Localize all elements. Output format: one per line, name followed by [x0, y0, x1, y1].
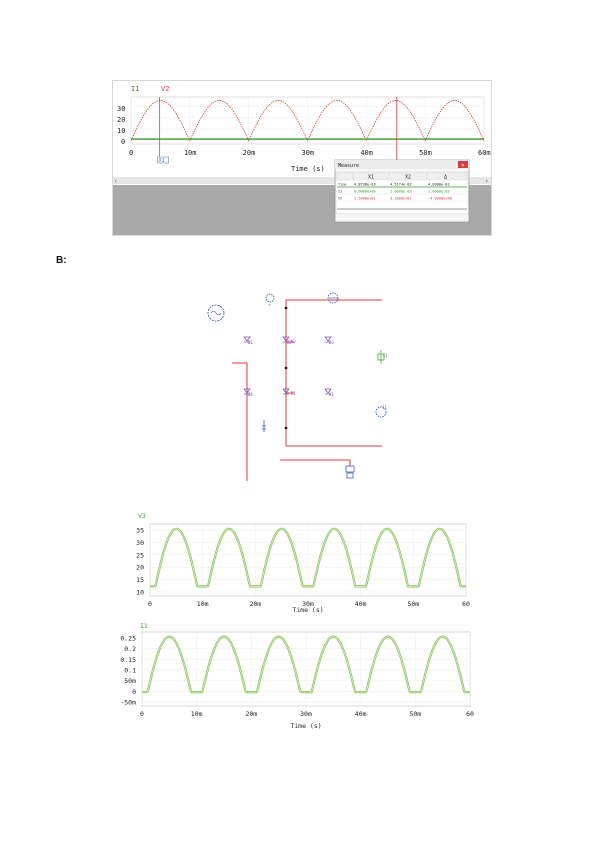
measure-title: Measure: [338, 163, 360, 169]
component-label: D2: [287, 340, 292, 345]
ytick: 20: [117, 116, 126, 124]
sine-glyph: [211, 311, 221, 315]
circuit-schematic: [190, 288, 400, 484]
x-axis-label: Time (s): [292, 606, 324, 614]
xtick: 10m: [183, 149, 197, 157]
scroll-right-icon: ›: [485, 178, 489, 185]
section-b-label: B:: [56, 255, 67, 266]
component-label: V1: [329, 392, 334, 397]
ytick: 0.25: [120, 634, 136, 643]
component-label: I1: [382, 405, 387, 410]
close-icon: ×: [461, 162, 465, 169]
ytick: 20: [136, 563, 144, 572]
ytick: 50m: [124, 677, 136, 686]
xtick: 40m: [354, 710, 367, 718]
xtick: 20m: [249, 600, 262, 608]
xtick: 0: [140, 710, 144, 718]
ytick: 0.1: [124, 666, 136, 675]
panel-a-screenshot: [112, 80, 492, 236]
measure-cell: 0.0000e+00: [354, 189, 376, 194]
cursor-x1-tag: X1: [158, 158, 165, 164]
legend-v2: V2: [161, 85, 170, 93]
measure-cell: V2: [338, 196, 343, 201]
load-icon[interactable]: [346, 466, 354, 478]
xtick: 10m: [196, 600, 209, 608]
ytick: 15: [136, 576, 144, 585]
component-label: D1: [248, 340, 253, 345]
chart-title: V3: [138, 512, 146, 520]
voltmeter-icon[interactable]: [266, 294, 274, 302]
xtick: 50m: [419, 149, 432, 157]
ytick: -50m: [120, 698, 136, 707]
xtick: 60: [466, 710, 474, 718]
xtick: 30m: [301, 149, 315, 157]
measure-cell: 3.5000e+01: [354, 196, 376, 201]
ytick: 0: [132, 687, 136, 696]
measure-header: X2: [405, 174, 412, 181]
ytick: 30: [136, 538, 144, 547]
xtick: 50m: [409, 710, 422, 718]
measure-cell: 2.0000e-03: [390, 189, 412, 194]
ytick: 30: [117, 105, 126, 113]
xtick: 0: [129, 149, 134, 157]
ytick: 0: [121, 138, 126, 146]
measure-cell: 4.0300e-02: [428, 182, 450, 187]
chart-i1: [118, 620, 474, 734]
xtick: 60m: [478, 149, 491, 157]
measure-header: Δ: [444, 174, 448, 181]
ytick: 10: [117, 127, 126, 135]
xtick: 10m: [190, 710, 203, 718]
measure-dialog[interactable]: [335, 160, 469, 222]
x-axis-label: Time (s): [290, 722, 322, 730]
ytick: 0.2: [124, 645, 136, 654]
measure-cell: Time: [338, 182, 347, 187]
xtick: 30m: [302, 600, 314, 608]
ytick: 25: [136, 551, 144, 560]
ytick: 0.15: [120, 655, 136, 664]
component-label: C1: [383, 353, 388, 358]
component-label: -: [348, 460, 351, 465]
measure-cell: -4.0000e+00: [428, 196, 452, 201]
legend-i1: I1: [131, 85, 140, 93]
ytick: 35: [136, 526, 144, 535]
component-label: R1: [291, 391, 296, 396]
measure-cell: I1: [338, 189, 343, 194]
measure-cell: 1.0000e-03: [428, 189, 450, 194]
ytick: 10: [136, 588, 144, 597]
chart-v3: [122, 510, 474, 618]
xtick: 60: [462, 600, 470, 608]
panel-a-chart: [113, 81, 491, 235]
measure-cell: 4.5174e-02: [390, 182, 412, 187]
wires: [232, 300, 382, 481]
measure-header: X1: [368, 174, 375, 181]
x-tick-labels: [129, 149, 491, 157]
xtick: 40m: [354, 600, 367, 608]
xtick: 20m: [242, 149, 256, 157]
x-axis-label: Time (s): [291, 165, 325, 173]
xtick: 40m: [360, 149, 373, 157]
xtick: 0: [148, 600, 152, 608]
component-label: V2: [291, 339, 296, 344]
chart-title: I1: [140, 622, 148, 630]
xtick: 50m: [407, 600, 420, 608]
measure-cell: 4.8736e-03: [354, 182, 376, 187]
component-label: D4: [248, 392, 253, 397]
scroll-left-icon: ‹: [114, 178, 118, 185]
measure-cell: 3.1000e+01: [390, 196, 412, 201]
component-label: D3: [329, 340, 334, 345]
component-label: +: [268, 302, 271, 307]
xtick: 30m: [300, 710, 312, 718]
capacitor-icon[interactable]: [262, 420, 266, 432]
component-labels: [248, 302, 388, 465]
xtick: 20m: [245, 710, 258, 718]
